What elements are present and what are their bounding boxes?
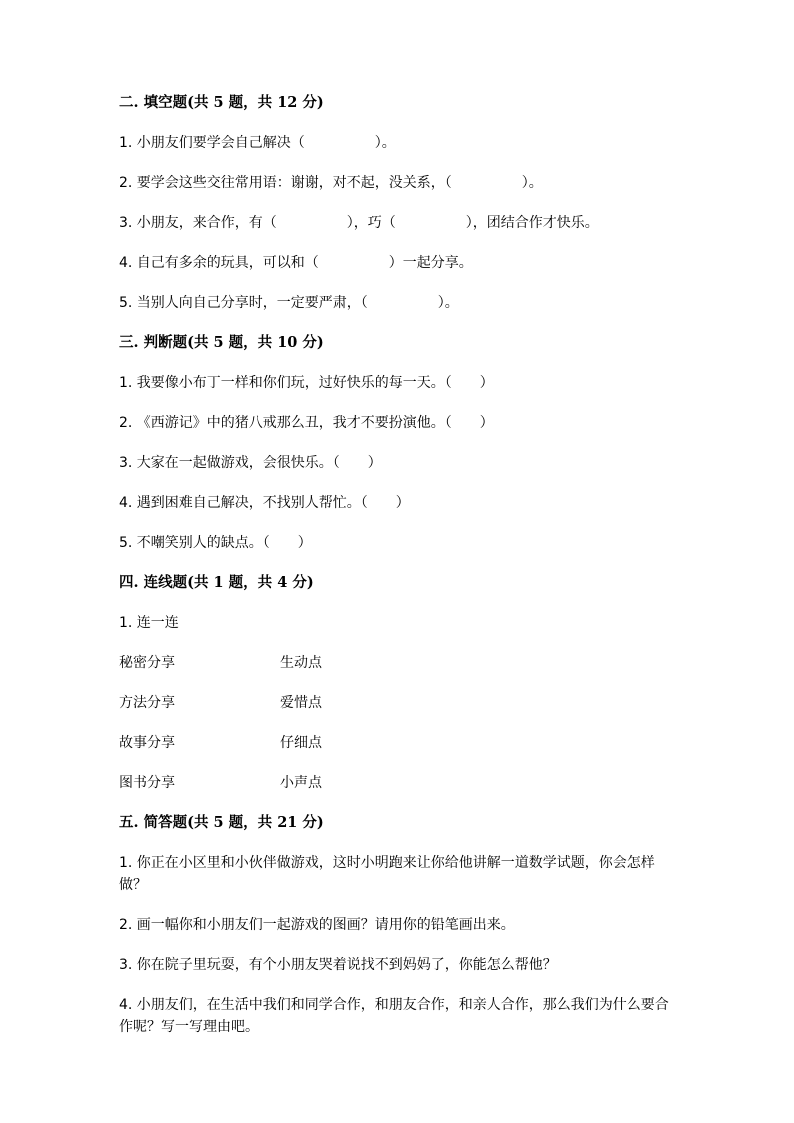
question-short-1: 1. 你正在小区里和小伙伴做游戏，这时小明跑来让你给他讲解一道数学试题，你会怎样做？ bbox=[119, 855, 655, 893]
question-fill-5: 5. 当别人向自己分享时，一定要严肃，（ ）。 bbox=[119, 295, 459, 311]
match-left-item: 秘密分享 bbox=[119, 655, 175, 671]
section-title-short-answer: 五. 简答题(共 5 题，共 21 分) bbox=[119, 814, 324, 831]
match-right-item: 仔细点 bbox=[280, 735, 322, 751]
match-right-item: 生动点 bbox=[280, 655, 322, 671]
exam-page bbox=[119, 92, 679, 1038]
match-pair bbox=[119, 772, 679, 794]
question-short-2: 2. 画一幅你和小朋友们一起游戏的图画？请用你的铅笔画出来。 bbox=[119, 917, 515, 933]
section-title-matching: 四. 连线题(共 1 题，共 4 分) bbox=[119, 574, 314, 591]
section-title-true-false: 三. 判断题(共 5 题，共 10 分) bbox=[119, 334, 324, 351]
question-judge-1: 1. 我要像小布丁一样和你们玩，过好快乐的每一天。（ ） bbox=[119, 375, 494, 391]
match-left-item: 方法分享 bbox=[119, 695, 175, 711]
question-fill-1: 1. 小朋友们要学会自己解决（ ）。 bbox=[119, 135, 396, 151]
question-short-4: 4. 小朋友们，在生活中我们和同学合作，和朋友合作，和亲人合作，那么我们为什么要合作呢？写一写理由吧。 bbox=[119, 997, 669, 1035]
match-right-item: 小声点 bbox=[280, 775, 322, 791]
question-short-3: 3. 你在院子里玩耍，有个小朋友哭着说找不到妈妈了，你能怎么帮他？ bbox=[119, 957, 557, 973]
match-pair bbox=[119, 732, 679, 754]
question-judge-2: 2. 《西游记》中的猪八戒那么丑，我才不要扮演他。（ ） bbox=[119, 415, 494, 431]
match-right-item: 爱惜点 bbox=[280, 695, 322, 711]
match-left-item: 图书分享 bbox=[119, 775, 175, 791]
match-pair bbox=[119, 692, 679, 714]
question-judge-4: 4. 遇到困难自己解决，不找别人帮忙。（ ） bbox=[119, 495, 410, 511]
question-fill-3: 3. 小朋友，来合作，有（ ），巧（ ），团结合作才快乐。 bbox=[119, 215, 599, 231]
section-title-fill-blank: 二. 填空题(共 5 题，共 12 分) bbox=[119, 94, 324, 111]
question-fill-2: 2. 要学会这些交往常用语：谢谢，对不起，没关系，（ ）。 bbox=[119, 175, 543, 191]
question-fill-4: 4. 自己有多余的玩具，可以和（ ）一起分享。 bbox=[119, 255, 473, 271]
question-judge-3: 3. 大家在一起做游戏，会很快乐。（ ） bbox=[119, 455, 382, 471]
match-left-item: 故事分享 bbox=[119, 735, 175, 751]
match-pair bbox=[119, 652, 679, 674]
question-judge-5: 5. 不嘲笑别人的缺点。（ ） bbox=[119, 535, 312, 551]
question-match-1: 1. 连一连 bbox=[119, 615, 179, 631]
